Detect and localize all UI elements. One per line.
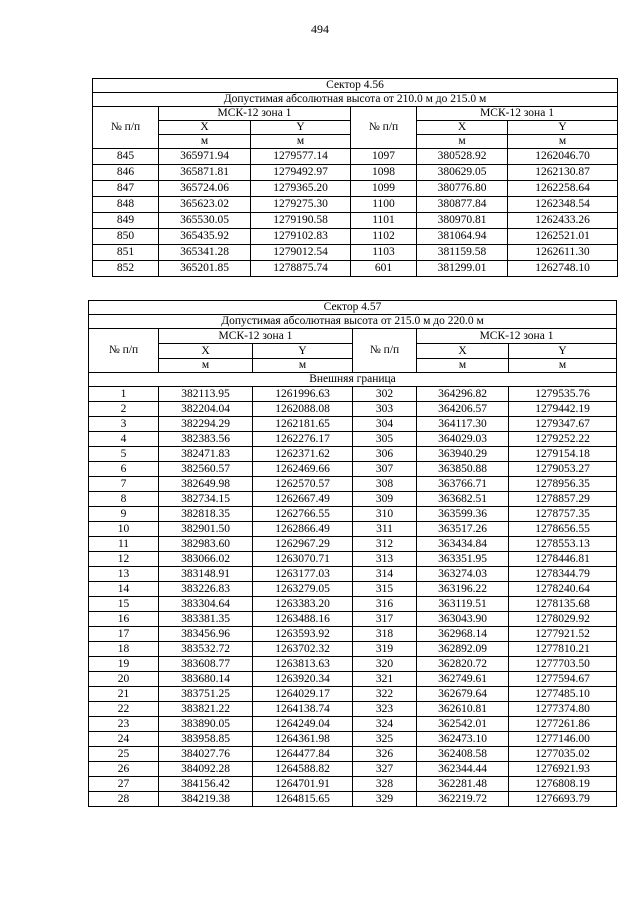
coord-x: 382818.35 xyxy=(159,507,253,522)
table-row xyxy=(89,387,617,402)
point-number: 847 xyxy=(93,181,159,197)
coord-y: 1277703.50 xyxy=(509,657,617,672)
coord-y: 1277035.02 xyxy=(509,747,617,762)
coord-y: 1262766.55 xyxy=(253,507,353,522)
coord-x: 363119.51 xyxy=(417,597,509,612)
point-number: 846 xyxy=(93,165,159,181)
point-number: 16 xyxy=(89,612,159,627)
coord-y: 1262258.64 xyxy=(508,181,618,197)
table-row xyxy=(89,627,617,642)
point-number: 14 xyxy=(89,582,159,597)
coord-y: 1262521.01 xyxy=(508,229,618,245)
coord-y: 1262667.49 xyxy=(253,492,353,507)
coord-y: 1263070.71 xyxy=(253,552,353,567)
unit-label: м xyxy=(508,135,618,149)
system-header: МСК-12 зона 1 xyxy=(417,107,618,121)
coord-x: 363517.26 xyxy=(417,522,509,537)
point-number: 7 xyxy=(89,477,159,492)
coord-y: 1277374.80 xyxy=(509,702,617,717)
coord-x: 381299.01 xyxy=(417,261,508,277)
point-number: 321 xyxy=(353,672,417,687)
table-row xyxy=(93,245,618,261)
coord-x: 381159.58 xyxy=(417,245,508,261)
point-number: 319 xyxy=(353,642,417,657)
point-number: 1098 xyxy=(351,165,417,181)
point-number: 27 xyxy=(89,777,159,792)
coord-x: 383890.05 xyxy=(159,717,253,732)
point-number: 601 xyxy=(351,261,417,277)
coord-x: 383958.85 xyxy=(159,732,253,747)
coord-y: 1277261.86 xyxy=(509,717,617,732)
coord-y: 1263279.05 xyxy=(253,582,353,597)
table-row xyxy=(93,261,618,277)
coord-y: 1263383.20 xyxy=(253,597,353,612)
col-num-header: № п/п xyxy=(351,107,417,149)
coord-y: 1278240.64 xyxy=(509,582,617,597)
point-number: 19 xyxy=(89,657,159,672)
point-number: 12 xyxy=(89,552,159,567)
coord-x: 365724.06 xyxy=(159,181,251,197)
coord-y: 1279365.20 xyxy=(251,181,351,197)
coord-y: 1264249.04 xyxy=(253,717,353,732)
table-row xyxy=(89,717,617,732)
table-row xyxy=(89,552,617,567)
table-row xyxy=(89,597,617,612)
coord-x: 383680.14 xyxy=(159,672,253,687)
coord-x: 363274.03 xyxy=(417,567,509,582)
unit-label: м xyxy=(253,359,353,373)
coord-y: 1262433.26 xyxy=(508,213,618,229)
coord-y: 1262967.29 xyxy=(253,537,353,552)
coord-x: 362968.14 xyxy=(417,627,509,642)
table-row xyxy=(89,777,617,792)
coord-x: 362473.10 xyxy=(417,732,509,747)
table-row xyxy=(89,462,617,477)
coord-x: 365871.81 xyxy=(159,165,251,181)
point-number: 852 xyxy=(93,261,159,277)
coord-y: 1264361.98 xyxy=(253,732,353,747)
sector-title: Сектор 4.57 xyxy=(89,301,617,315)
table-row xyxy=(89,762,617,777)
unit-label: м xyxy=(509,359,617,373)
table-row xyxy=(93,213,618,229)
point-number: 326 xyxy=(353,747,417,762)
coord-x: 382983.60 xyxy=(159,537,253,552)
table-row xyxy=(93,229,618,245)
table-row xyxy=(89,612,617,627)
point-number: 315 xyxy=(353,582,417,597)
point-number: 327 xyxy=(353,762,417,777)
coord-x: 384219.38 xyxy=(159,792,253,807)
coord-y: 1278956.35 xyxy=(509,477,617,492)
table-row xyxy=(89,642,617,657)
coord-x: 380877.84 xyxy=(417,197,508,213)
height-range: Допустимая абсолютная высота от 210.0 м до 215.0 м xyxy=(93,93,618,107)
point-number: 314 xyxy=(353,567,417,582)
coord-y: 1262866.49 xyxy=(253,522,353,537)
coord-x: 363043.90 xyxy=(417,612,509,627)
point-number: 25 xyxy=(89,747,159,762)
table-row xyxy=(89,702,617,717)
point-number: 324 xyxy=(353,717,417,732)
point-number: 1097 xyxy=(351,149,417,165)
boundary-label: Внешняя граница xyxy=(89,373,617,387)
coord-x: 382734.15 xyxy=(159,492,253,507)
coord-y: 1262181.65 xyxy=(253,417,353,432)
col-y-header: Y xyxy=(508,121,618,135)
coord-y: 1279154.18 xyxy=(509,447,617,462)
coord-y: 1276921.93 xyxy=(509,762,617,777)
coord-x: 362820.72 xyxy=(417,657,509,672)
sector-4-57-table xyxy=(88,300,617,807)
coord-x: 384156.42 xyxy=(159,777,253,792)
coord-x: 382383.56 xyxy=(159,432,253,447)
coord-y: 1264588.82 xyxy=(253,762,353,777)
coord-x: 383608.77 xyxy=(159,657,253,672)
point-number: 325 xyxy=(353,732,417,747)
table-row xyxy=(89,792,617,807)
point-number: 309 xyxy=(353,492,417,507)
coord-y: 1263488.16 xyxy=(253,612,353,627)
point-number: 845 xyxy=(93,149,159,165)
point-number: 20 xyxy=(89,672,159,687)
coord-x: 362281.48 xyxy=(417,777,509,792)
table-row xyxy=(89,447,617,462)
point-number: 328 xyxy=(353,777,417,792)
system-header: МСК-12 зона 1 xyxy=(417,329,617,344)
point-number: 3 xyxy=(89,417,159,432)
col-num-header: № п/п xyxy=(353,329,417,373)
coord-y: 1278656.55 xyxy=(509,522,617,537)
col-y-header: Y xyxy=(251,121,351,135)
point-number: 11 xyxy=(89,537,159,552)
point-number: 317 xyxy=(353,612,417,627)
table-row xyxy=(89,492,617,507)
point-number: 312 xyxy=(353,537,417,552)
system-header: МСК-12 зона 1 xyxy=(159,329,353,344)
point-number: 1102 xyxy=(351,229,417,245)
coord-y: 1279190.58 xyxy=(251,213,351,229)
page-number: 494 xyxy=(311,22,329,36)
coord-y: 1263593.92 xyxy=(253,627,353,642)
coord-x: 364117.30 xyxy=(417,417,509,432)
sector-4-56-table xyxy=(92,78,618,277)
coord-x: 363766.71 xyxy=(417,477,509,492)
point-number: 5 xyxy=(89,447,159,462)
coord-x: 362542.01 xyxy=(417,717,509,732)
coord-x: 382649.98 xyxy=(159,477,253,492)
coord-y: 1276808.19 xyxy=(509,777,617,792)
point-number: 304 xyxy=(353,417,417,432)
point-number: 849 xyxy=(93,213,159,229)
table-row xyxy=(89,417,617,432)
col-num-header: № п/п xyxy=(93,107,159,149)
table-row xyxy=(89,537,617,552)
system-header: МСК-12 зона 1 xyxy=(159,107,351,121)
coord-x: 363599.36 xyxy=(417,507,509,522)
coord-y: 1277485.10 xyxy=(509,687,617,702)
coord-y: 1278135.68 xyxy=(509,597,617,612)
point-number: 318 xyxy=(353,627,417,642)
coord-y: 1262046.70 xyxy=(508,149,618,165)
point-number: 329 xyxy=(353,792,417,807)
coord-y: 1279535.76 xyxy=(509,387,617,402)
coord-y: 1262371.62 xyxy=(253,447,353,462)
point-number: 23 xyxy=(89,717,159,732)
coord-x: 362344.44 xyxy=(417,762,509,777)
coord-x: 384027.76 xyxy=(159,747,253,762)
unit-label: м xyxy=(417,135,508,149)
table-row xyxy=(89,732,617,747)
height-range: Допустимая абсолютная высота от 215.0 м до 220.0 м xyxy=(89,315,617,329)
coord-y: 1279492.97 xyxy=(251,165,351,181)
coord-y: 1277594.67 xyxy=(509,672,617,687)
coord-y: 1277146.00 xyxy=(509,732,617,747)
point-number: 1101 xyxy=(351,213,417,229)
coord-y: 1264701.91 xyxy=(253,777,353,792)
coord-x: 365971.94 xyxy=(159,149,251,165)
point-number: 1099 xyxy=(351,181,417,197)
point-number: 24 xyxy=(89,732,159,747)
point-number: 310 xyxy=(353,507,417,522)
coord-x: 362892.09 xyxy=(417,642,509,657)
coord-x: 365201.85 xyxy=(159,261,251,277)
coord-y: 1262276.17 xyxy=(253,432,353,447)
table-row xyxy=(89,432,617,447)
point-number: 22 xyxy=(89,702,159,717)
coord-y: 1278875.74 xyxy=(251,261,351,277)
point-number: 1 xyxy=(89,387,159,402)
table-row xyxy=(89,687,617,702)
table-row xyxy=(93,165,618,181)
point-number: 18 xyxy=(89,642,159,657)
coord-x: 363682.51 xyxy=(417,492,509,507)
point-number: 851 xyxy=(93,245,159,261)
coord-x: 363940.29 xyxy=(417,447,509,462)
coord-y: 1279347.67 xyxy=(509,417,617,432)
coord-y: 1264138.74 xyxy=(253,702,353,717)
coord-x: 365623.02 xyxy=(159,197,251,213)
coord-x: 382560.57 xyxy=(159,462,253,477)
table-row xyxy=(89,402,617,417)
coord-x: 380970.81 xyxy=(417,213,508,229)
coord-x: 380629.05 xyxy=(417,165,508,181)
point-number: 28 xyxy=(89,792,159,807)
coord-y: 1279252.22 xyxy=(509,432,617,447)
coord-x: 362408.58 xyxy=(417,747,509,762)
coord-y: 1262611.30 xyxy=(508,245,618,261)
col-x-header: X xyxy=(159,344,253,359)
coord-y: 1262570.57 xyxy=(253,477,353,492)
point-number: 6 xyxy=(89,462,159,477)
coord-y: 1276693.79 xyxy=(509,792,617,807)
unit-label: м xyxy=(251,135,351,149)
coord-x: 365341.28 xyxy=(159,245,251,261)
point-number: 313 xyxy=(353,552,417,567)
coord-y: 1279053.27 xyxy=(509,462,617,477)
coord-y: 1264029.17 xyxy=(253,687,353,702)
coord-x: 363351.95 xyxy=(417,552,509,567)
table-row xyxy=(89,522,617,537)
point-number: 311 xyxy=(353,522,417,537)
sector-title: Сектор 4.56 xyxy=(93,79,618,93)
col-x-header: X xyxy=(417,121,508,135)
coord-y: 1278446.81 xyxy=(509,552,617,567)
table-row xyxy=(93,197,618,213)
unit-label: м xyxy=(159,135,251,149)
point-number: 306 xyxy=(353,447,417,462)
coord-x: 362749.61 xyxy=(417,672,509,687)
point-number: 316 xyxy=(353,597,417,612)
coord-y: 1279275.30 xyxy=(251,197,351,213)
point-number: 10 xyxy=(89,522,159,537)
table-row xyxy=(89,507,617,522)
coord-x: 383066.02 xyxy=(159,552,253,567)
coord-y: 1262088.08 xyxy=(253,402,353,417)
point-number: 8 xyxy=(89,492,159,507)
coord-x: 362679.64 xyxy=(417,687,509,702)
coord-y: 1277810.21 xyxy=(509,642,617,657)
coord-y: 1263702.32 xyxy=(253,642,353,657)
coord-x: 362219.72 xyxy=(417,792,509,807)
coord-y: 1279012.54 xyxy=(251,245,351,261)
coord-x: 383381.35 xyxy=(159,612,253,627)
point-number: 303 xyxy=(353,402,417,417)
coord-x: 380528.92 xyxy=(417,149,508,165)
table-row xyxy=(89,567,617,582)
point-number: 308 xyxy=(353,477,417,492)
point-number: 320 xyxy=(353,657,417,672)
coord-x: 363196.22 xyxy=(417,582,509,597)
col-x-header: X xyxy=(417,344,509,359)
coord-x: 383532.72 xyxy=(159,642,253,657)
coord-y: 1262130.87 xyxy=(508,165,618,181)
coord-x: 383304.64 xyxy=(159,597,253,612)
coord-y: 1262348.54 xyxy=(508,197,618,213)
coord-x: 384092.28 xyxy=(159,762,253,777)
coord-x: 381064.94 xyxy=(417,229,508,245)
col-y-header: Y xyxy=(253,344,353,359)
coord-x: 383751.25 xyxy=(159,687,253,702)
coord-y: 1279442.19 xyxy=(509,402,617,417)
coord-x: 364029.03 xyxy=(417,432,509,447)
point-number: 21 xyxy=(89,687,159,702)
coord-x: 382204.04 xyxy=(159,402,253,417)
coord-y: 1278344.79 xyxy=(509,567,617,582)
coord-y: 1278857.29 xyxy=(509,492,617,507)
table-row xyxy=(89,672,617,687)
table-row xyxy=(93,149,618,165)
coord-x: 382901.50 xyxy=(159,522,253,537)
coord-x: 383456.96 xyxy=(159,627,253,642)
coord-y: 1264815.65 xyxy=(253,792,353,807)
coord-x: 365435.92 xyxy=(159,229,251,245)
coord-y: 1263177.03 xyxy=(253,567,353,582)
unit-label: м xyxy=(417,359,509,373)
point-number: 322 xyxy=(353,687,417,702)
point-number: 4 xyxy=(89,432,159,447)
point-number: 17 xyxy=(89,627,159,642)
point-number: 850 xyxy=(93,229,159,245)
point-number: 1103 xyxy=(351,245,417,261)
unit-label: м xyxy=(159,359,253,373)
coord-x: 364206.57 xyxy=(417,402,509,417)
point-number: 9 xyxy=(89,507,159,522)
coord-y: 1261996.63 xyxy=(253,387,353,402)
coord-y: 1263920.34 xyxy=(253,672,353,687)
coord-x: 382113.95 xyxy=(159,387,253,402)
table-row xyxy=(89,477,617,492)
coord-x: 382294.29 xyxy=(159,417,253,432)
point-number: 13 xyxy=(89,567,159,582)
col-x-header: X xyxy=(159,121,251,135)
coord-x: 383148.91 xyxy=(159,567,253,582)
point-number: 307 xyxy=(353,462,417,477)
coord-y: 1277921.52 xyxy=(509,627,617,642)
table-row xyxy=(93,181,618,197)
point-number: 26 xyxy=(89,762,159,777)
coord-y: 1278553.13 xyxy=(509,537,617,552)
coord-x: 364296.82 xyxy=(417,387,509,402)
coord-x: 365530.05 xyxy=(159,213,251,229)
col-y-header: Y xyxy=(509,344,617,359)
point-number: 1100 xyxy=(351,197,417,213)
coord-x: 383226.83 xyxy=(159,582,253,597)
table-row xyxy=(89,747,617,762)
coord-y: 1279577.14 xyxy=(251,149,351,165)
coord-y: 1262469.66 xyxy=(253,462,353,477)
point-number: 848 xyxy=(93,197,159,213)
col-num-header: № п/п xyxy=(89,329,159,373)
coord-y: 1278029.92 xyxy=(509,612,617,627)
point-number: 2 xyxy=(89,402,159,417)
coord-x: 363850.88 xyxy=(417,462,509,477)
coord-x: 362610.81 xyxy=(417,702,509,717)
point-number: 323 xyxy=(353,702,417,717)
coord-y: 1263813.63 xyxy=(253,657,353,672)
table-row xyxy=(89,657,617,672)
coord-y: 1279102.83 xyxy=(251,229,351,245)
coord-x: 363434.84 xyxy=(417,537,509,552)
point-number: 302 xyxy=(353,387,417,402)
coord-y: 1262748.10 xyxy=(508,261,618,277)
coord-x: 382471.83 xyxy=(159,447,253,462)
coord-y: 1278757.35 xyxy=(509,507,617,522)
coord-x: 383821.22 xyxy=(159,702,253,717)
coord-y: 1264477.84 xyxy=(253,747,353,762)
coord-x: 380776.80 xyxy=(417,181,508,197)
point-number: 305 xyxy=(353,432,417,447)
point-number: 15 xyxy=(89,597,159,612)
table-row xyxy=(89,582,617,597)
